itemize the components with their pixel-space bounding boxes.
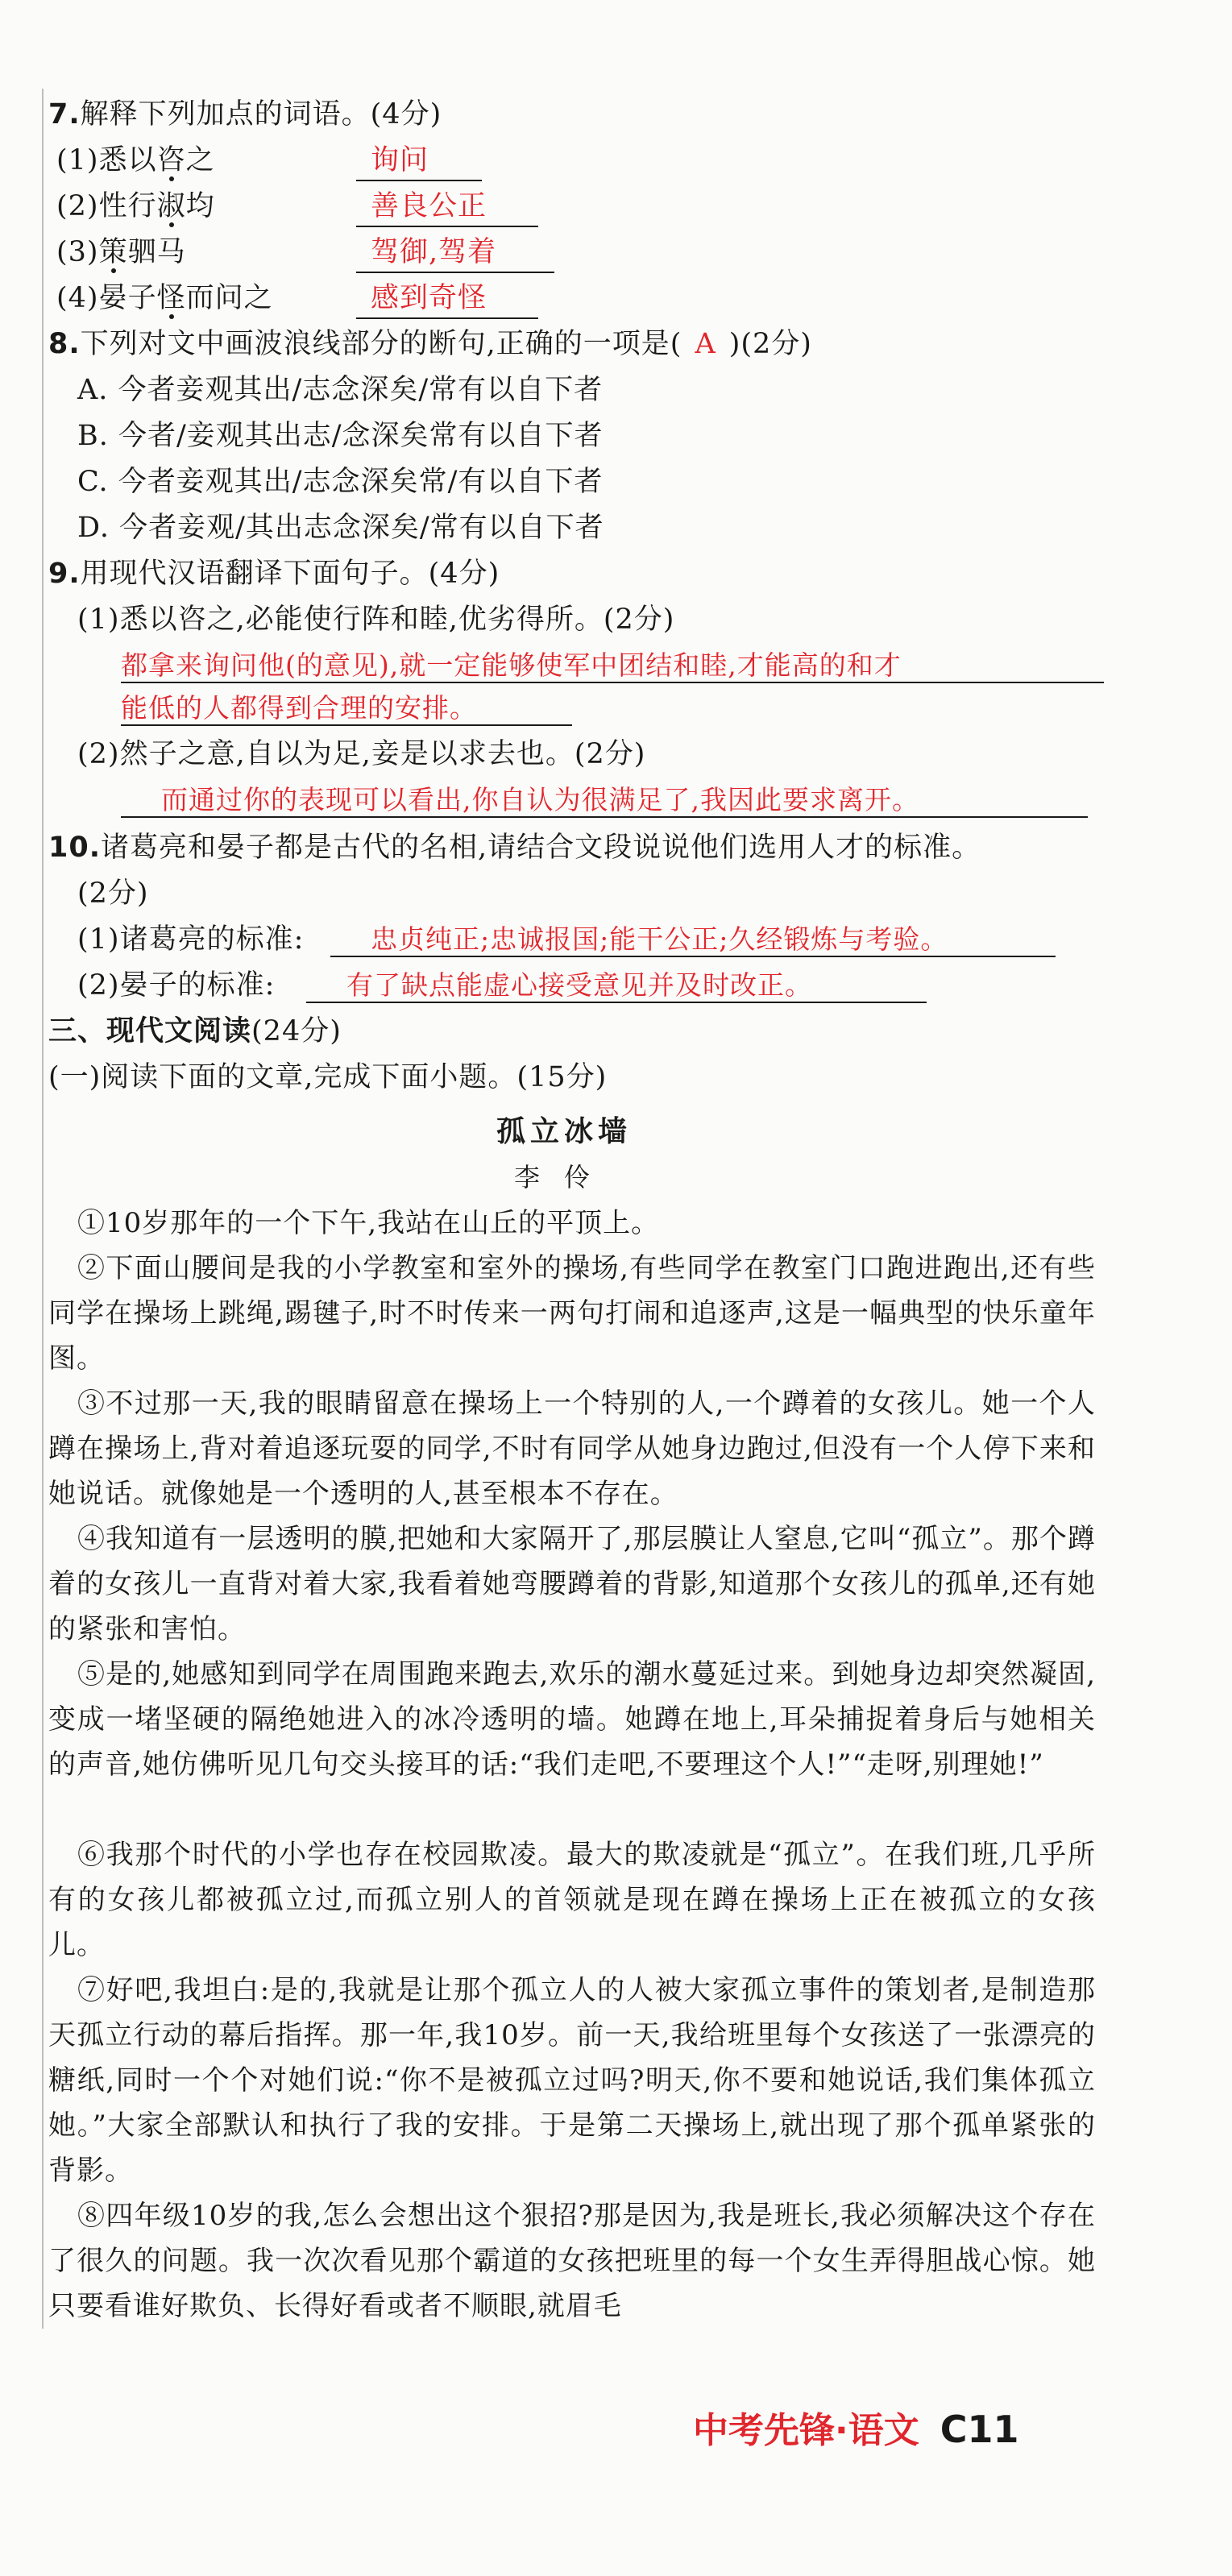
q7-item-3-answer: 驾御,驾着 (356, 233, 554, 273)
section3-heading (48, 1012, 342, 1051)
q10-answer-1: 忠贞纯正;忠诚报国;能干公正;久经锻炼与考验。 (371, 923, 948, 955)
q7-stem (48, 95, 442, 134)
article-title: 孤立冰墙 (496, 1114, 632, 1148)
q8-option-d: D. 今者妾观/其出志念深矣/常有以自下者 (77, 512, 604, 544)
q8-number: 8. (48, 328, 81, 360)
q7-item-2 (56, 187, 487, 226)
q7-item-1-pre: (1)悉以 (56, 144, 157, 176)
article-paragraph-6: ⑥我那个时代的小学也存在校园欺凌。最大的欺凌就是“孤立”。在我们班,几乎所有的女孩儿都被孤立过,而孤立别人的首领就是现在蹲在操场上正在被孤立的女孩儿。 (48, 1839, 1096, 1961)
q8-stem (48, 325, 812, 363)
q10-line-1 (77, 920, 304, 959)
q7-item-1 (56, 141, 429, 180)
q7-item-4-answer: 感到奇怪 (356, 279, 538, 319)
article-paragraph-7: ⑦好吧,我坦白:是的,我就是让那个孤立人的人被大家孤立事件的策划者,是制造那天孤立行动的幕后指挥。那一年,我10岁。前一天,我给班里每个女孩送了一张漂亮的糖纸,同时一个个对她们说:“你不是被孤立过吗?明天,你不要和她说话,我们集体孤立她。”大家全部默认和执行了我的安排。于是第二天操场上,就出现了那个孤单紧张的背影。 (48, 1974, 1096, 2187)
q8-option-a: A. 今者妾观其出/志念深矣/常有以自下者 (77, 374, 604, 406)
q7-item-1-post: 之 (185, 144, 215, 176)
q10-text: 诸葛亮和晏子都是古代的名相,请结合文段说说他们选用人才的标准。 (101, 832, 981, 864)
q10-points: (2分) (77, 877, 149, 910)
footer-brand (693, 2401, 1019, 2453)
q7-item-2-pre: (2)性行 (56, 190, 157, 222)
q10-answer-2-underline (306, 1002, 927, 1003)
q9-answer-1-underline-1 (121, 682, 1104, 683)
q10-number: 10. (48, 832, 102, 864)
q9-number: 9. (48, 558, 81, 590)
q7-item-3-dotted: 策 (98, 236, 128, 268)
q7-item-4-pre: (4)晏子 (56, 282, 157, 314)
q10-label-1: (1)诸葛亮的标准: (77, 923, 305, 956)
article-author: 李伶 (513, 1162, 614, 1193)
q9-answer-1-line-2: 能低的人都得到合理的安排。 (121, 692, 477, 724)
q7-item-4-dotted: 怪 (156, 282, 186, 314)
q10-line-2 (77, 966, 275, 1005)
q7-item-1-answer: 询问 (356, 141, 482, 181)
section3-points: (24分) (251, 1015, 342, 1047)
q7-item-2-post: 均 (185, 190, 215, 222)
article-paragraph-4: ④我知道有一层透明的膜,把她和大家隔开了,那层膜让人窒息,它叫“孤立”。那个蹲着的女孩儿一直背对着大家,我看着她弯腰蹲着的背影,知道那个女孩儿的孤单,还有她的紧张和害怕。 (48, 1523, 1096, 1645)
section3-sub: (一)阅读下面的文章,完成下面小题。(15分) (48, 1061, 608, 1093)
q7-text: 解释下列加点的词语。(4分) (80, 98, 442, 131)
q7-item-3-post: 驷马 (127, 236, 186, 268)
q9-stem (48, 554, 500, 593)
q7-item-2-dotted: 淑 (156, 190, 186, 222)
q7-item-1-dotted: 咨 (156, 144, 186, 176)
q7-item-2-answer: 善良公正 (356, 187, 538, 227)
q9-answer-1-underline-2 (121, 724, 572, 726)
page-code: C11 (940, 2408, 1019, 2451)
q9-answer-2-underline (121, 816, 1088, 818)
q8-answer: A (695, 328, 716, 360)
article-paragraph-8: ⑧四年级10岁的我,怎么会想出这个狠招?那是因为,我是班长,我必须解决这个存在了很久的问题。我一次次看见那个霸道的女孩把班里的每一个女生弄得胆战心惊。她只要看谁好欺负、长得好看或者不顺眼,就眉毛 (48, 2200, 1096, 2322)
q7-item-3-pre: (3) (56, 236, 99, 268)
q9-sentence-2: (2)然子之意,自以为足,妾是以求去也。(2分) (77, 738, 646, 770)
q10-label-2: (2)晏子的标准: (77, 969, 276, 1002)
q9-answer-2: 而通过你的表现可以看出,你自认为很满足了,我因此要求离开。 (161, 784, 919, 815)
q8-option-b: B. 今者/妾观其出志/念深矣常有以自下者 (77, 420, 604, 452)
article-paragraph-2: ②下面山腰间是我的小学教室和室外的操场,有些同学在教室门口跑进跑出,还有些同学在操场上跳绳,踢毽子,时不时传来一两句打闹和追逐声,这是一幅典型的快乐童年图。 (48, 1252, 1096, 1375)
q9-answer-1-line-1: 都拿来询问他(的意见),就一定能够使军中团结和睦,才能高的和才 (121, 649, 902, 681)
q9-sentence-1: (1)悉以咨之,必能使行阵和睦,优劣得所。(2分) (77, 604, 675, 636)
q8-option-c: C. 今者妾观其出/志念深矣常/有以自下者 (77, 466, 604, 498)
page-left-rule (42, 89, 44, 2329)
q8-text-pre: 下列对文中画波浪线部分的断句,正确的一项是( (80, 328, 682, 360)
article-paragraph-3: ③不过那一天,我的眼睛留意在操场上一个特别的人,一个蹲着的女孩儿。她一个人蹲在操场上,背对着追逐玩耍的同学,不时有同学从她身边跑过,但没有一个人停下来和她说话。就像她是一个透明的人,甚至根本不存在。 (48, 1388, 1096, 1510)
section3-title: 三、现代文阅读 (48, 1015, 252, 1047)
article-paragraph-5: ⑤是的,她感知到同学在周围跑来跑去,欢乐的潮水蔓延过来。到她身边却突然凝固,变成一堵坚硬的隔绝她进入的冰冷透明的墙。她蹲在地上,耳朵捕捉着身后与她相关的声音,她仿佛听见几句交头接耳的话:“我们走吧,不要理这个人!”“走呀,别理她!” (48, 1658, 1096, 1781)
q8-text-post: )(2分) (728, 328, 812, 360)
q7-item-4 (56, 279, 487, 317)
q10-answer-2: 有了缺点能虚心接受意见并及时改正。 (346, 969, 812, 1001)
article-paragraph-1: ①10岁那年的一个下午,我站在山丘的平顶上。 (77, 1207, 660, 1239)
q10-answer-1-underline (330, 956, 1056, 957)
q10-stem (48, 828, 981, 867)
q7-item-3 (56, 233, 497, 272)
q7-item-4-post: 而问之 (185, 282, 273, 314)
q9-text: 用现代汉语翻译下面句子。(4分) (80, 558, 500, 590)
footer-title: 中考先锋·语文 (693, 2410, 919, 2451)
q7-number: 7. (48, 98, 81, 131)
